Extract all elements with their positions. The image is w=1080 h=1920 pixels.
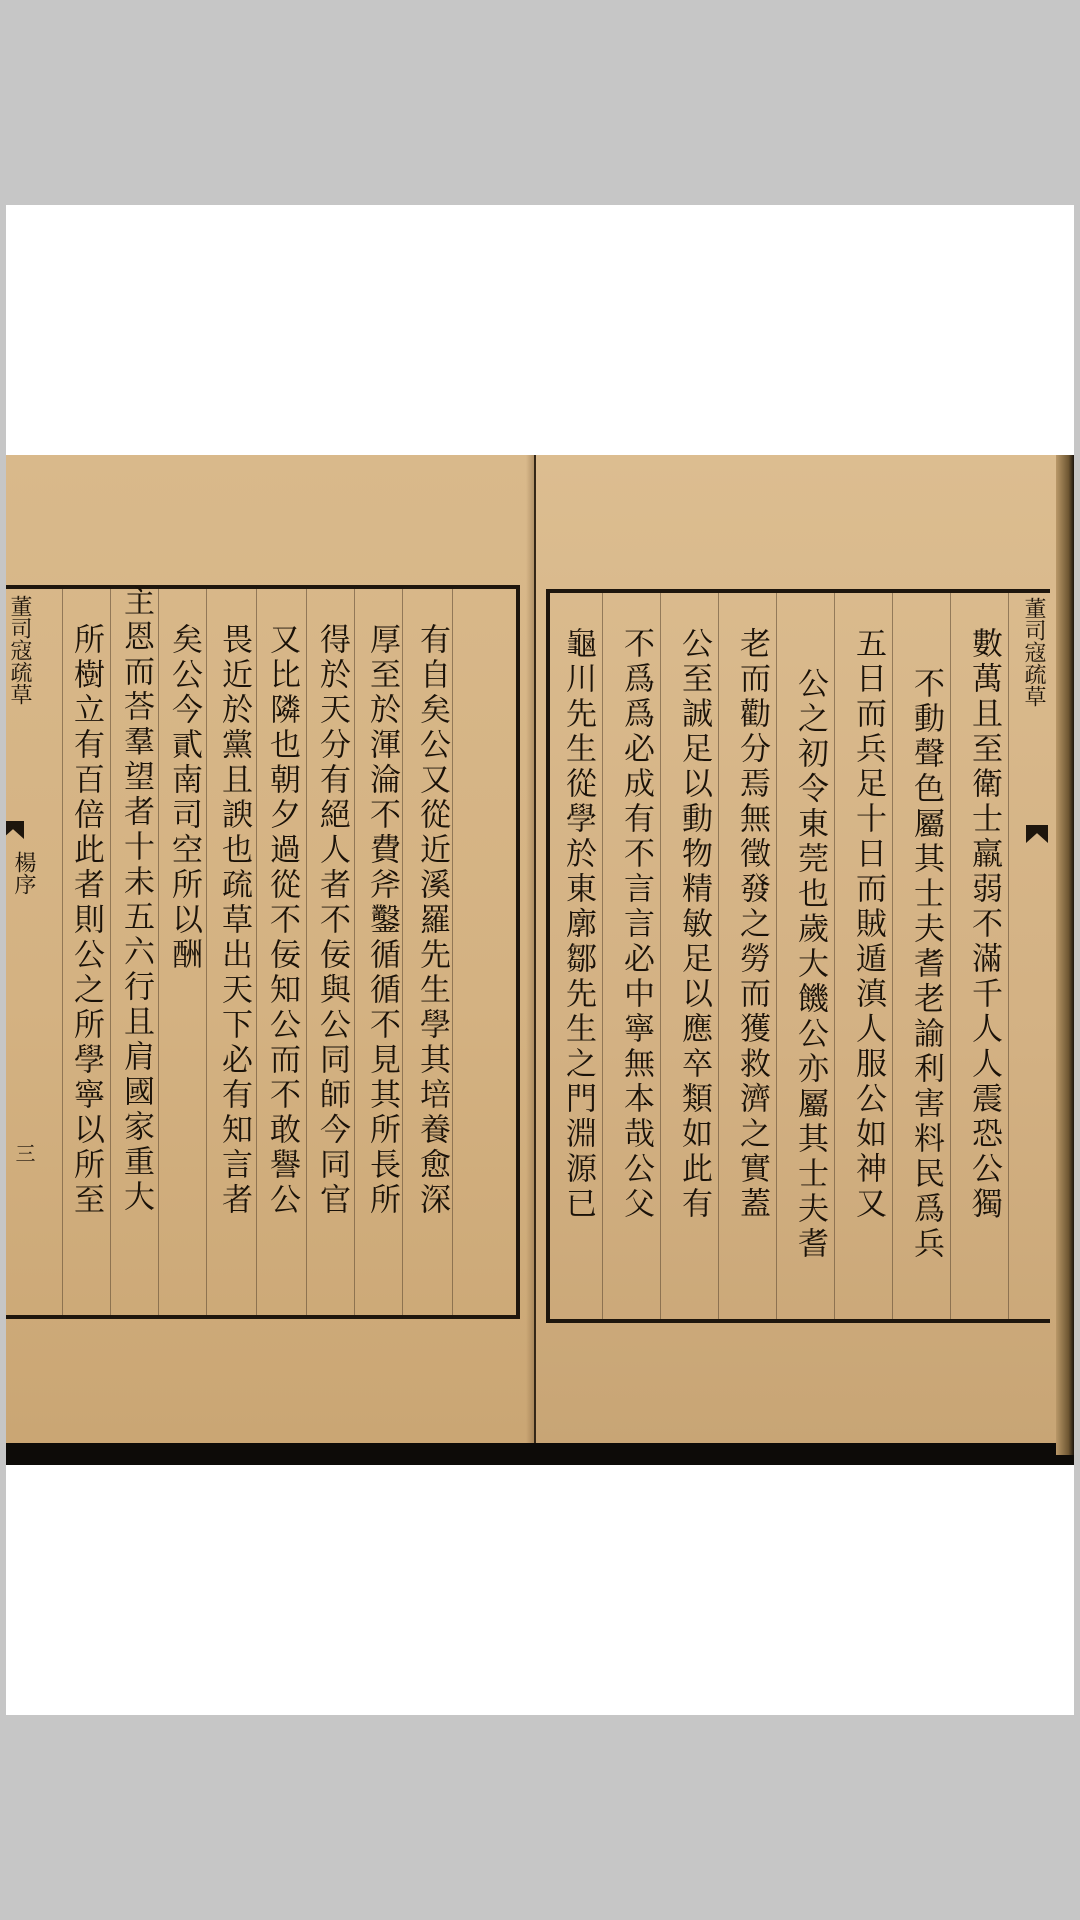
right-text-column-4: 公之初令東莞也歲大饑公亦屬其士夫耆: [792, 667, 828, 1262]
right-text-column-5: 老而勸分焉無徵發之勞而獲救濟之實蓋: [734, 627, 770, 1222]
fishtail-mark: [6, 821, 24, 839]
left-text-column-6: 矣公今貳南司空所以酬: [166, 623, 202, 973]
left-text-column-1: 有自矣公又從近溪羅先生學其培養愈深: [414, 623, 450, 1218]
right-text-column-2: 不動聲色屬其士夫耆老諭利害料民爲兵: [908, 667, 944, 1262]
right-page-frame: [546, 589, 1050, 1323]
left-text-column-4: 又比隣也朝夕過從不佞知公而不敢譽公: [264, 623, 300, 1218]
right-text-column-8: 龜川先生從學於東廓鄒先生之門淵源已: [560, 627, 596, 1222]
left-text-column-7: 主恩而荅羣望者十未五六行且肩國家重大: [118, 585, 154, 1215]
left-text-column-5: 畏近於黨且諛也疏草出天下必有知言者: [216, 623, 252, 1218]
right-page: [536, 455, 1062, 1443]
page-edge-shadow: [1056, 455, 1074, 1455]
fishtail-mark: [1026, 825, 1048, 843]
right-text-column-1: 數萬且至衛士羸弱不滿千人人震恐公獨: [966, 627, 1002, 1222]
right-text-column-7: 不爲爲必成有不言言必中寧無本哉公父: [618, 627, 654, 1222]
right-text-column-3: 五日而兵足十日而賊遁滇人服公如神又: [850, 627, 886, 1222]
left-page-frame: [6, 585, 520, 1319]
left-margin-page-number: 三: [12, 1143, 36, 1163]
left-text-column-8: 所樹立有百倍此者則公之所學寧以所至: [68, 623, 104, 1218]
left-margin-section: 楊序: [11, 851, 36, 895]
right-text-column-6: 公至誠足以動物精敏足以應卒類如此有: [676, 627, 712, 1222]
left-margin-title: 董司寇疏草: [7, 595, 32, 705]
left-page: [6, 455, 534, 1443]
book-scan: [6, 455, 1074, 1465]
right-margin-title: 董司寇疏草: [1021, 597, 1046, 707]
left-text-column-2: 厚至於渾淪不費斧鑿循循不見其所長所: [364, 623, 400, 1218]
left-text-column-3: 得於天分有絕人者不佞與公同師今同官: [314, 623, 350, 1218]
